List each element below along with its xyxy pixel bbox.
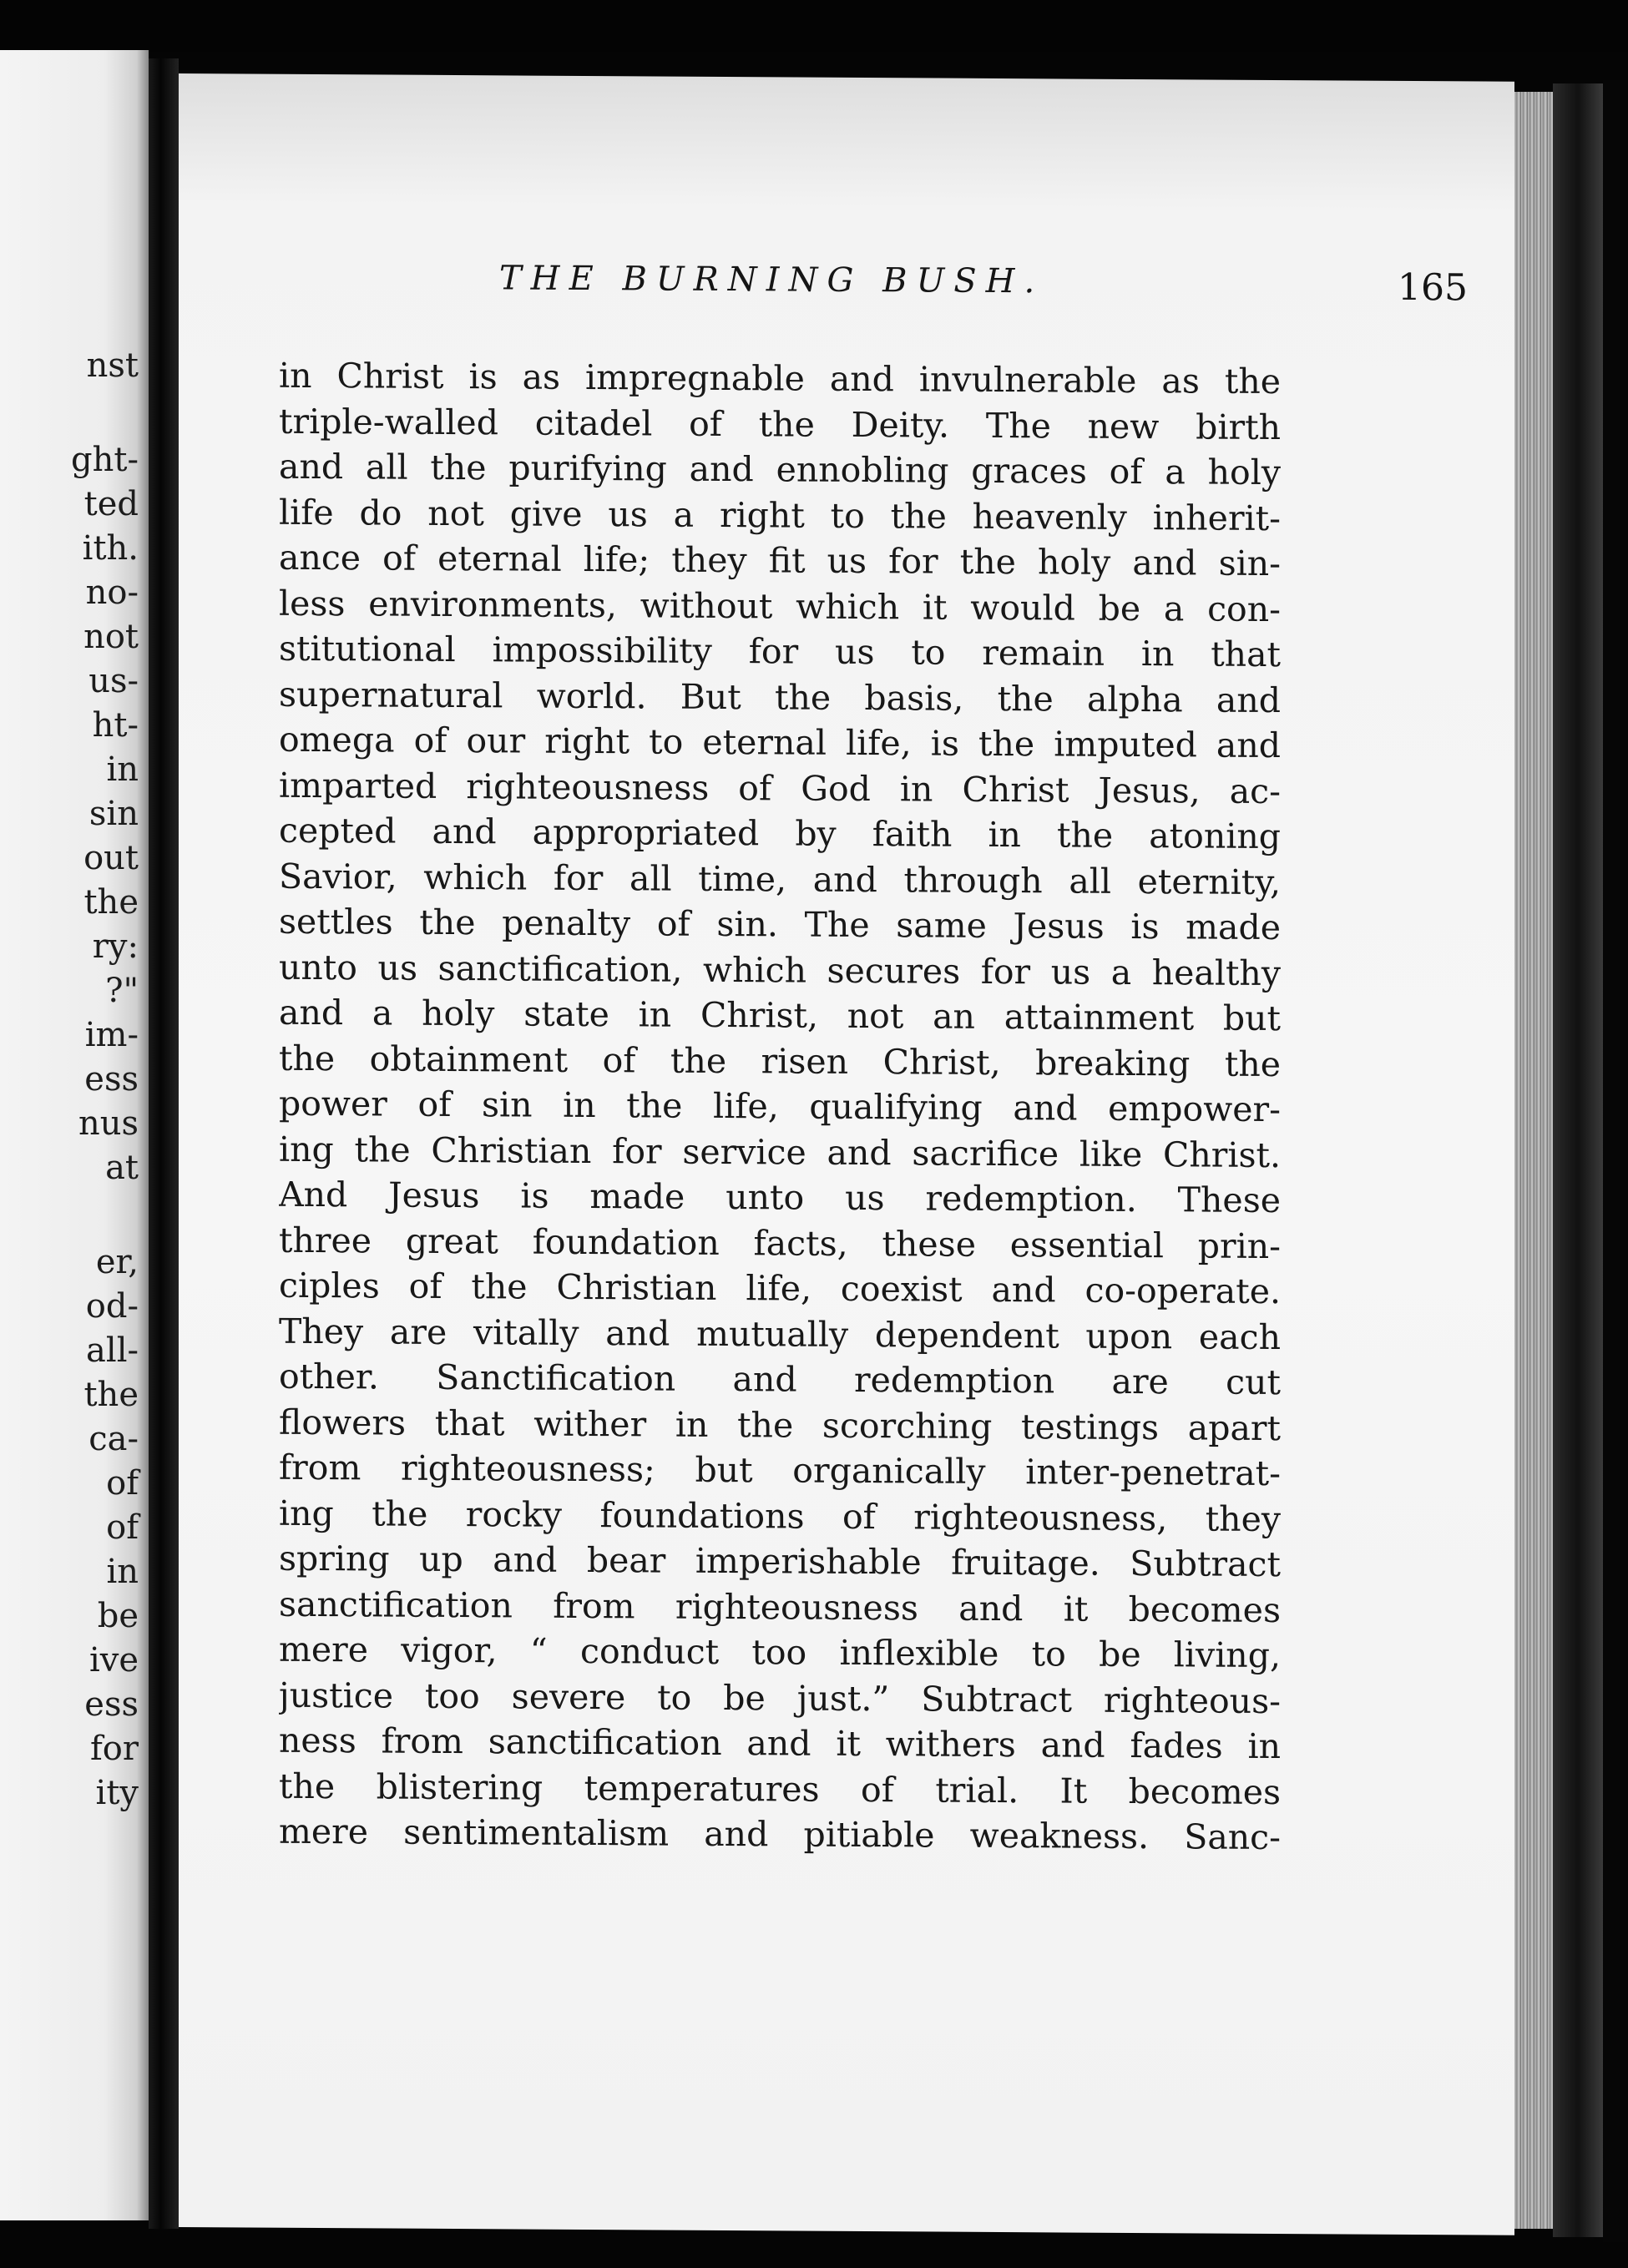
left-page-fragment bbox=[71, 388, 139, 438]
text-line: ing the rocky foundations of righteousness, they bbox=[279, 1493, 1281, 1539]
text-line: supernatural world. But the basis, the alpha and bbox=[279, 674, 1281, 720]
left-page-fragment: od- bbox=[85, 1287, 139, 1326]
left-page-fragment: ess bbox=[84, 1060, 139, 1099]
text-line: triple-walled citadel of the Deity. The new birth bbox=[279, 401, 1281, 447]
scan-top-border bbox=[0, 0, 1628, 52]
left-page-fragment: out bbox=[83, 839, 139, 877]
left-page-fragment: ry: bbox=[92, 927, 139, 966]
left-page-fragment: ca- bbox=[88, 1420, 139, 1458]
text-line: from righteousness; but organically inter-penetrat- bbox=[279, 1447, 1281, 1494]
left-page-fragment: nst bbox=[86, 346, 139, 385]
text-line: the blistering temperatures of trial. It becomes bbox=[279, 1765, 1281, 1812]
left-page-fragment: in bbox=[106, 1553, 139, 1591]
text-line: life do not give us a right to the heavenly inherit- bbox=[279, 492, 1281, 538]
left-page-fragment: nus bbox=[78, 1104, 139, 1143]
body-text bbox=[279, 353, 1281, 1861]
text-line: flowers that wither in the scorching testings apart bbox=[279, 1402, 1281, 1448]
text-line: settles the penalty of sin. The same Jesus is made bbox=[279, 901, 1281, 948]
left-page-fragment: for bbox=[89, 1730, 139, 1768]
page-number: 165 bbox=[1398, 265, 1468, 310]
text-line: unto us sanctification, which secures for us a healthy bbox=[279, 947, 1281, 993]
running-head bbox=[499, 259, 1468, 315]
left-page-fragment: not bbox=[83, 618, 139, 656]
left-page-fragment: of bbox=[106, 1464, 139, 1503]
left-page-fragment bbox=[71, 1190, 139, 1240]
book-gutter bbox=[149, 58, 179, 2229]
left-page-fragment: the bbox=[83, 883, 139, 922]
main-page bbox=[179, 73, 1514, 2235]
left-page-fragment: ess bbox=[84, 1685, 139, 1724]
left-page-fragment: the bbox=[83, 1376, 139, 1414]
page-block-edge bbox=[1514, 92, 1553, 2229]
text-line: other. Sanctification and redemption are cut bbox=[279, 1356, 1281, 1403]
left-page-fragment: of bbox=[106, 1508, 139, 1547]
book-cover-edge bbox=[1553, 83, 1603, 2237]
left-page-fragment: ght- bbox=[71, 441, 139, 479]
text-line: imparted righteousness of God in Christ Jesus, ac- bbox=[279, 765, 1281, 811]
left-facing-page bbox=[0, 50, 149, 2220]
text-line: three great foundation facts, these essential prin- bbox=[279, 1220, 1281, 1266]
text-line: Savior, which for all time, and through all eternity, bbox=[279, 856, 1281, 902]
text-line: power of sin in the life, qualifying and empower- bbox=[279, 1083, 1281, 1130]
left-page-fragment: be bbox=[97, 1597, 139, 1635]
text-line: sanctification from righteousness and it becomes bbox=[279, 1584, 1281, 1630]
left-page-line-endings bbox=[71, 344, 139, 1816]
left-page-fragment: in bbox=[106, 750, 139, 789]
text-line: and a holy state in Christ, not an attainment but bbox=[279, 992, 1281, 1039]
left-page-fragment: er, bbox=[95, 1243, 139, 1281]
text-line: mere sentimentalism and pitiable weakness. Sanc- bbox=[279, 1811, 1281, 1858]
left-page-fragment: sin bbox=[88, 795, 139, 833]
left-page-fragment: im- bbox=[84, 1016, 139, 1054]
text-line: They are vitally and mutually dependent upon each bbox=[279, 1311, 1281, 1357]
text-line: in Christ is as impregnable and invulnerable as the bbox=[279, 355, 1281, 402]
text-line: ance of eternal life; they fit us for the holy and sin- bbox=[279, 537, 1281, 584]
text-line: omega of our right to eternal life, is the imputed and bbox=[279, 719, 1281, 766]
left-page-fragment: ht- bbox=[92, 706, 139, 745]
text-line: and all the purifying and ennobling graces of a holy bbox=[279, 446, 1281, 493]
scan-right-border bbox=[1603, 80, 1628, 2242]
text-line: And Jesus is made unto us redemption. These bbox=[279, 1174, 1281, 1221]
text-line: the obtainment of the risen Christ, breaking the bbox=[279, 1038, 1281, 1084]
text-line: ciples of the Christian life, coexist and co-operate. bbox=[279, 1265, 1281, 1312]
left-page-fragment: us- bbox=[88, 662, 139, 700]
left-page-fragment: ith. bbox=[82, 529, 139, 568]
left-page-fragment: ity bbox=[95, 1774, 139, 1812]
text-line: justice too severe to be just.” Subtract righteous- bbox=[279, 1674, 1281, 1721]
left-page-fragment: all- bbox=[86, 1331, 139, 1370]
text-line: stitutional impossibility for us to remain in that bbox=[279, 628, 1281, 675]
text-line: mere vigor, “ conduct too inflexible to be living, bbox=[279, 1629, 1281, 1676]
left-page-fragment: at bbox=[105, 1149, 139, 1187]
text-line: ing the Christian for service and sacrifice like Christ. bbox=[279, 1129, 1281, 1175]
left-page-fragment: ?" bbox=[105, 972, 139, 1010]
left-page-fragment: ive bbox=[88, 1641, 139, 1680]
text-line: cepted and appropriated by faith in the atoning bbox=[279, 810, 1281, 857]
left-page-fragment: ted bbox=[83, 485, 139, 523]
text-line: spring up and bear imperishable fruitage. Subtract bbox=[279, 1538, 1281, 1585]
running-head-title: THE BURNING BUSH. bbox=[499, 259, 1044, 301]
text-line: less environments, without which it would be a con- bbox=[279, 583, 1281, 629]
text-line: ness from sanctification and it withers and fades in bbox=[279, 1720, 1281, 1767]
left-page-fragment: no- bbox=[85, 573, 139, 612]
